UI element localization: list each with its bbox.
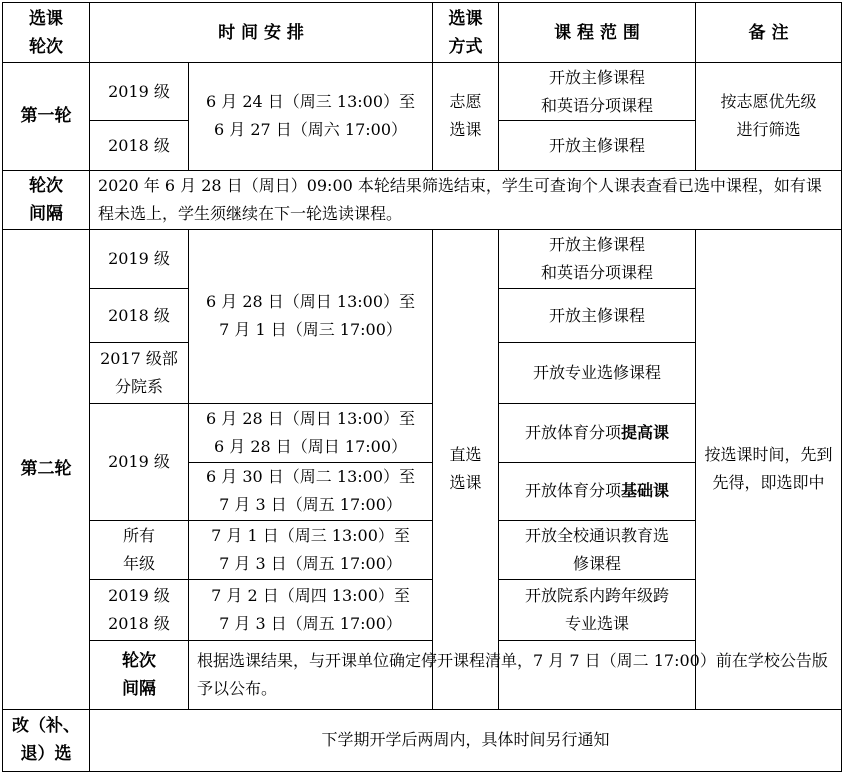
round2-note: 按选课时间，先到先得，即选即中 [696, 229, 842, 709]
interval2-row [3, 641, 842, 709]
interval1-label: 轮次 间隔 [3, 170, 90, 229]
round1-grade-2018: 2018 级 [90, 121, 189, 170]
header-row [3, 3, 842, 63]
round2-grade-2019: 2019 级 [90, 229, 189, 288]
round2-time-pe-basic: 6 月 30 日（周二 13:00）至 7 月 3 日（周五 17:00） [189, 462, 433, 520]
round2-time-pe-advanced: 6 月 28 日（周日 13:00）至 6 月 28 日（周日 17:00） [189, 403, 433, 462]
header-scope: 课 程 范 围 [499, 3, 696, 63]
header-method: 选课 方式 [433, 3, 499, 63]
round2-time-cross: 7 月 2 日（周四 13:00）至 7 月 3 日（周五 17:00） [189, 580, 433, 641]
interval2-label: 轮次 间隔 [90, 641, 189, 709]
round2-grade-all: 所有 年级 [90, 520, 189, 579]
round2-time-general: 7 月 1 日（周三 13:00）至 7 月 3 日（周五 17:00） [189, 520, 433, 579]
round2-scope-general: 开放全校通识教育选 修课程 [499, 520, 696, 579]
round2-scope-cross: 开放院系内跨年级跨 专业选课 [499, 580, 696, 641]
round1-note: 按志愿优先级 进行筛选 [696, 63, 842, 170]
interval2-text: 根据选课结果，与开课单位确定停开课程清单，7 月 7 日（周二 17:00）前在学校公告版予以公布。 [189, 641, 842, 709]
round2-time-main: 6 月 28 日（周日 13:00）至 7 月 1 日（周三 17:00） [189, 229, 433, 403]
round1-scope-2018: 开放主修课程 [499, 121, 696, 170]
change-label: 改（补、 退）选 [3, 709, 90, 771]
round1-label: 第一轮 [3, 63, 90, 170]
round2-grade-2019-2018: 2019 级 2018 级 [90, 580, 189, 641]
course-selection-schedule-table [2, 2, 842, 772]
round2-scope-pe-advanced: 开放体育分项提高课 [499, 403, 696, 462]
header-note: 备 注 [696, 3, 842, 63]
round2-grade-2018: 2018 级 [90, 289, 189, 343]
round2-label: 第二轮 [3, 229, 90, 709]
round1-time: 6 月 24 日（周三 13:00）至 6 月 27 日（周六 17:00） [189, 63, 433, 170]
round1-grade-2019: 2019 级 [90, 63, 189, 121]
round2-scope-2018: 开放主修课程 [499, 289, 696, 343]
round2-scope-2019: 开放主修课程 和英语分项课程 [499, 229, 696, 288]
change-row [3, 709, 842, 771]
round2-grade-2017: 2017 级部 分院系 [90, 343, 189, 403]
round2-row-2019 [3, 229, 842, 288]
round2-scope-2017: 开放专业选修课程 [499, 343, 696, 403]
header-round: 选课 轮次 [3, 3, 90, 63]
round2-scope-pe-basic: 开放体育分项基础课 [499, 462, 696, 520]
round2-method: 直选 选课 [433, 229, 499, 709]
change-text: 下学期开学后两周内，具体时间另行通知 [90, 709, 842, 771]
interval1-text: 2020 年 6 月 28 日（周日）09:00 本轮结果筛选结束，学生可查询个人课表查看已选中课程，如有课程未选上，学生须继续在下一轮选读课程。 [90, 170, 842, 229]
interval1-row [3, 170, 842, 229]
round1-row-2019 [3, 63, 842, 121]
round1-scope-2019: 开放主修课程 和英语分项课程 [499, 63, 696, 121]
round2-grade-2019-pe: 2019 级 [90, 403, 189, 520]
header-time: 时 间 安 排 [90, 3, 433, 63]
round1-method: 志愿 选课 [433, 63, 499, 170]
